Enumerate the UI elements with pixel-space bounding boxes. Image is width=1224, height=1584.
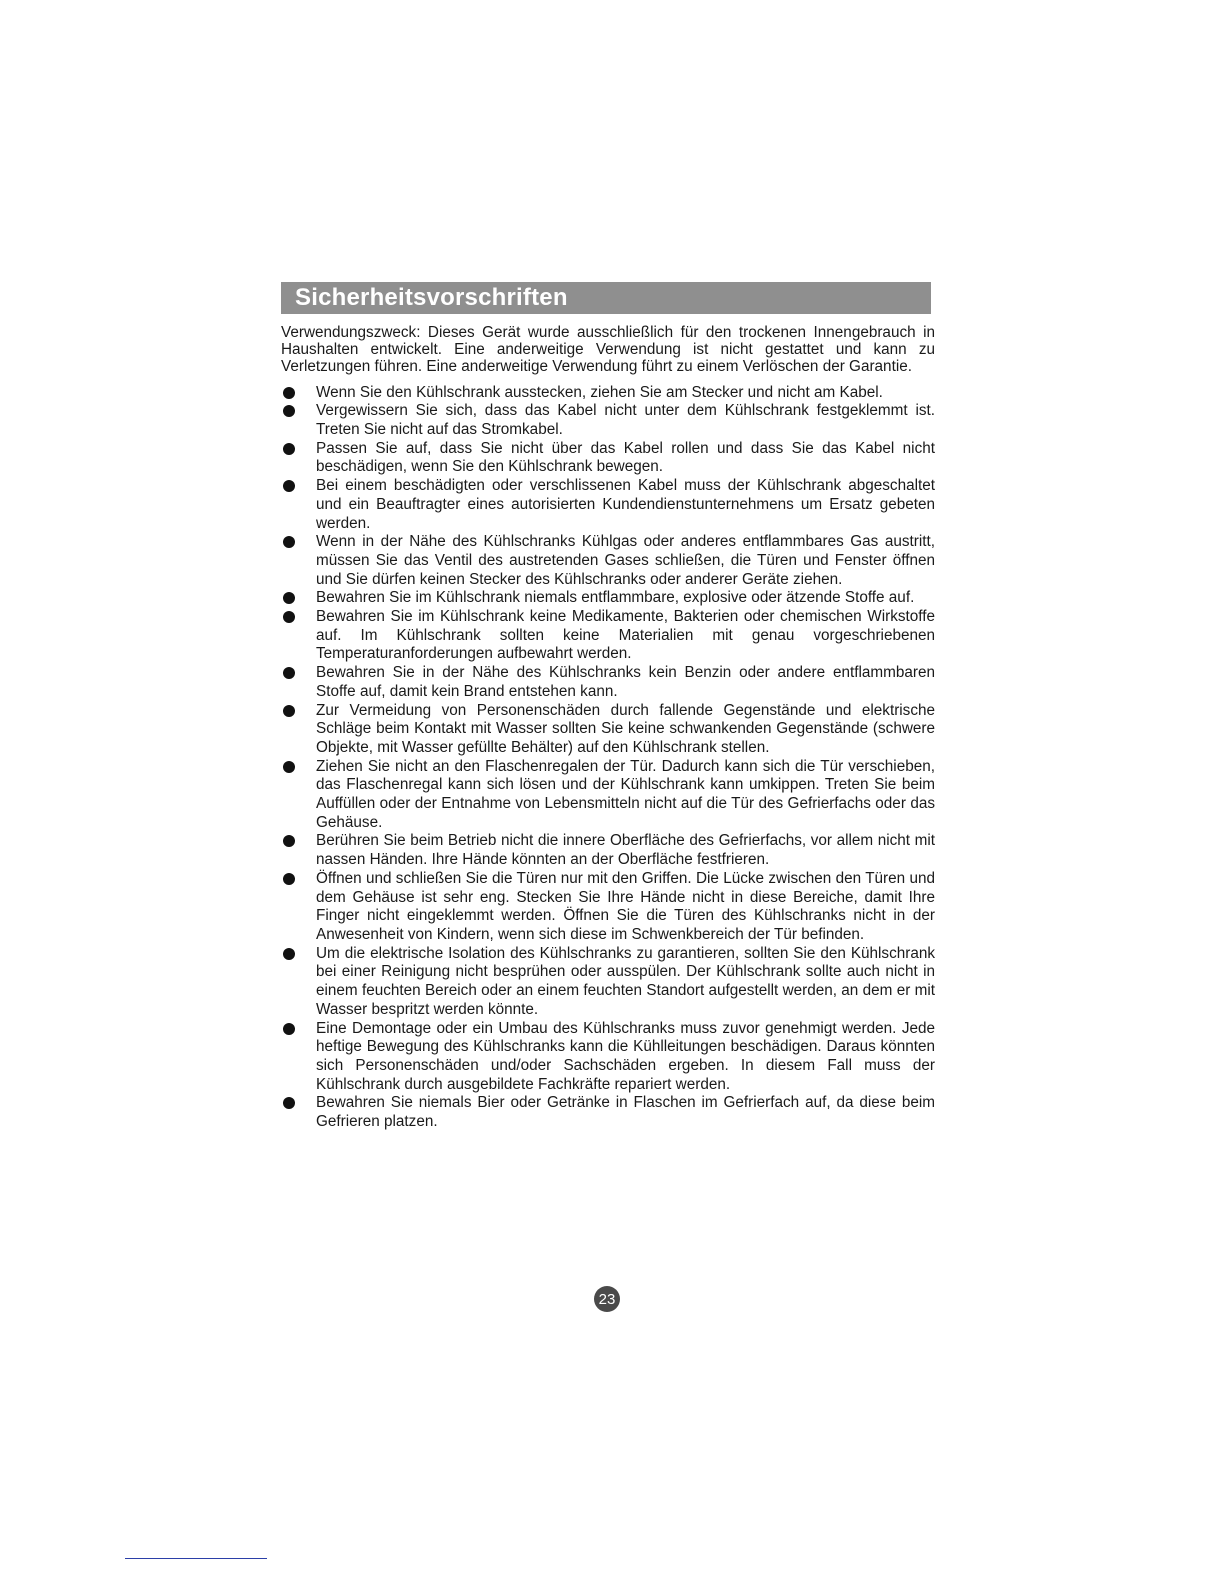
list-item-text: Ziehen Sie nicht an den Flaschenregalen der Tür. Dadurch kann sich die Tür verschieben, das Flaschenregal kann sich lösen und der Kühlschrank kann umkippen. Treten Sie beim Auffüllen oder der Entnahme von Lebensmitteln nicht auf die Tür des Gefrierfachs oder das Gehäuse.	[316, 757, 935, 831]
list-item	[281, 1020, 935, 1095]
bullet-icon	[283, 1097, 295, 1109]
bullet-icon	[283, 835, 295, 847]
list-item	[281, 1094, 935, 1131]
bullet-icon	[283, 948, 295, 960]
list-item	[281, 589, 935, 608]
bullet-icon	[283, 1023, 295, 1035]
list-item-text: Bei einem beschädigten oder verschlissenen Kabel muss der Kühlschrank abgeschaltet und ein Beauftragter eines autorisierten Kundendienstunternehmens um Ersatz gebeten werden.	[316, 477, 935, 532]
list-item-text: Um die elektrische Isolation des Kühlschranks zu garantieren, sollten Sie den Kühlschrank bei einer Reinigung nicht besprühen oder ausspülen. Der Kühlschrank sollte auch nicht in einem feuchten Bereich oder an einem feuchten Standort aufgestellt werden, an dem er mit Wasser bespritzt werden könnte.	[316, 944, 935, 1018]
list-item	[281, 664, 935, 701]
bullet-icon	[283, 667, 295, 679]
list-item	[281, 870, 935, 945]
list-item	[281, 477, 935, 533]
safety-rules-list	[281, 384, 935, 1132]
bullet-icon	[283, 387, 295, 399]
intro-paragraph: Verwendungszweck: Dieses Gerät wurde ausschließlich für den trockenen Innengebrauch in Haushalten entwickelt. Eine anderweitige Verwendung ist nicht gestattet und kann zu Verletzungen führen. Eine anderweitige Verwendung führt zu einem Verlöschen der Garantie.	[281, 324, 935, 376]
list-item	[281, 702, 935, 758]
page-number-badge: 23	[594, 1286, 620, 1312]
bullet-icon	[283, 480, 295, 492]
list-item-text: Bewahren Sie im Kühlschrank niemals entflammbare, explosive oder ätzende Stoffe auf.	[316, 589, 915, 607]
section-title-bar	[281, 282, 931, 314]
list-item	[281, 945, 935, 1020]
list-item	[281, 384, 935, 403]
bullet-icon	[283, 873, 295, 885]
list-item-text: Vergewissern Sie sich, dass das Kabel nicht unter dem Kühlschrank festgeklemmt ist. Treten Sie nicht auf das Stromkabel.	[316, 402, 935, 439]
list-item	[281, 608, 935, 664]
bullet-icon	[283, 705, 295, 717]
list-item-text: Bewahren Sie in der Nähe des Kühlschranks kein Benzin oder andere entflammbaren Stoffe auf, damit kein Brand entstehen kann.	[316, 664, 935, 700]
list-item-text: Wenn in der Nähe des Kühlschranks Kühlgas oder anderes entflammbares Gas austritt, müssen Sie das Ventil des austretenden Gases schließen, die Türen und Fenster öffnen und Sie dürfen keinen Stecker des Kühlschranks oder anderer Geräte ziehen.	[316, 533, 935, 588]
bullet-icon	[283, 405, 295, 417]
list-item-text: Öffnen und schließen Sie die Türen nur mit den Griffen. Die Lücke zwischen den Türen und dem Gehäuse ist sehr eng. Stecken Sie Ihre Hände nicht in diese Bereiche, damit Ihre Finger nicht eingeklemmt werden. Öffnen Sie die Türen des Kühlschranks nicht in der Anwesenheit von Kindern, wenn sich diese im Schwenkbereich der Tür befinden.	[316, 869, 935, 943]
bullet-icon	[283, 761, 295, 773]
list-item	[281, 832, 935, 869]
list-item-text: Eine Demontage oder ein Umbau des Kühlschranks muss zuvor genehmigt werden. Jede heftige Bewegung des Kühlschranks kann die Kühlleitungen beschädigen. Daraus könnten sich Personenschäden und/oder Sachschäden ergeben. In diesem Fall muss der Kühlschrank durch ausgebildete Fachkräfte repariert werden.	[316, 1019, 935, 1093]
bullet-icon	[283, 611, 295, 623]
footnote-divider	[125, 1558, 267, 1559]
section-title: Sicherheitsvorschriften	[295, 284, 568, 311]
bullet-icon	[283, 592, 295, 604]
list-item-text: Bewahren Sie niemals Bier oder Getränke in Flaschen im Gefrierfach auf, da diese beim Gefrieren platzen.	[316, 1094, 935, 1131]
bullet-icon	[283, 536, 295, 548]
list-item-text: Wenn Sie den Kühlschrank ausstecken, ziehen Sie am Stecker und nicht am Kabel.	[316, 383, 883, 401]
bullet-icon	[283, 443, 295, 455]
list-item	[281, 533, 935, 589]
list-item	[281, 758, 935, 833]
list-item-text: Berühren Sie beim Betrieb nicht die innere Oberfläche des Gefrierfachs, vor allem nicht mit nassen Händen. Ihre Hände könnten an der Oberfläche festfrieren.	[316, 832, 935, 869]
list-item	[281, 440, 935, 477]
list-item-text: Passen Sie auf, dass Sie nicht über das Kabel rollen und dass Sie das Kabel nicht beschädigen, wenn Sie den Kühlschrank bewegen.	[316, 439, 935, 476]
page-content	[281, 282, 935, 1132]
list-item-text: Bewahren Sie im Kühlschrank keine Medikamente, Bakterien oder chemischen Wirkstoffe auf. Im Kühlschrank sollten keine Materialien mit genau vorgeschriebenen Temperaturanforderungen aufbewahrt werden.	[316, 608, 935, 663]
list-item	[281, 402, 935, 439]
list-item-text: Zur Vermeidung von Personenschäden durch fallende Gegenstände und elektrische Schläge beim Kontakt mit Wasser sollten Sie keine schwankenden Gegenstände (schwere Objekte, mit Wasser gefüllte Behälter) auf den Kühlschrank stellen.	[316, 701, 935, 756]
